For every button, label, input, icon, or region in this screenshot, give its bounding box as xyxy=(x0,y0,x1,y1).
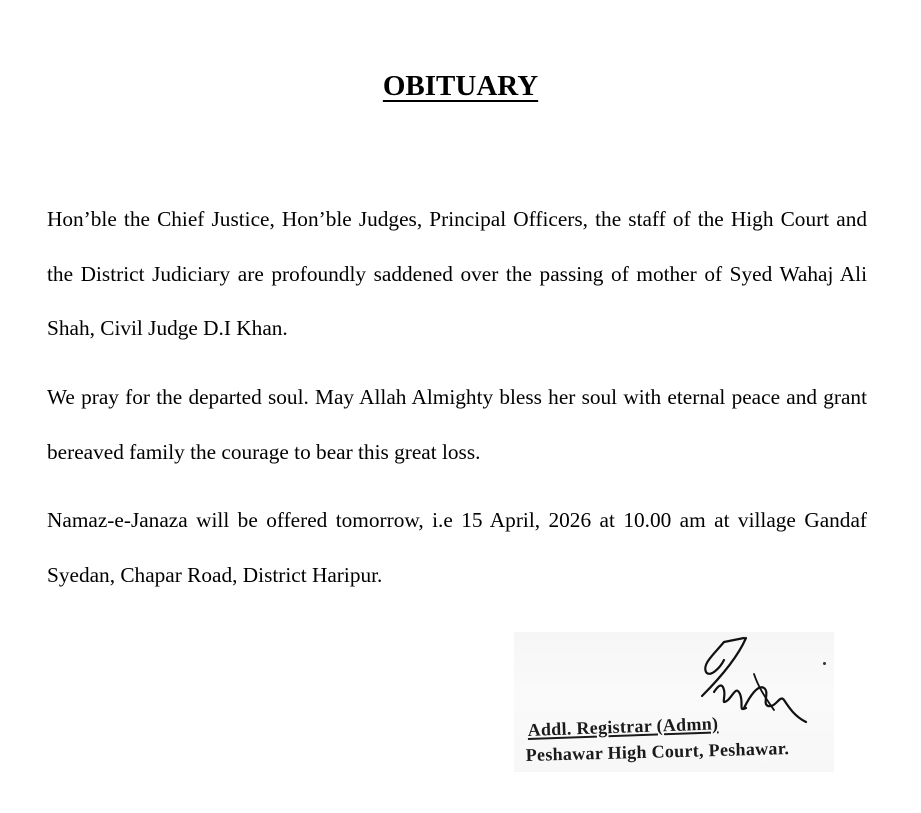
stamp-office: Peshawar High Court, Peshawar. xyxy=(525,738,790,766)
ink-speck xyxy=(823,662,826,665)
funeral-details-paragraph: Namaz-e-Janaza will be offered tomorrow, i.e 15 April, 2026 at 10.00 am at village Gandaf Syedan, Chapar Road, District Haripur. xyxy=(47,508,873,587)
stamp-designation: Addl. Registrar (Admn) xyxy=(527,713,719,741)
document-title-text: OBITUARY xyxy=(382,70,539,102)
condolence-paragraph: Hon’ble the Chief Justice, Hon’ble Judges, Principal Officers, the staff of the High Court and the District Judiciary are profoundly saddened over the passing of mother of Syed Wahaj Ali Shah, Civil Judge D.I Khan. xyxy=(47,207,873,340)
prayer-paragraph: We pray for the departed soul. May Allah Almighty bless her soul with eternal peace and grant bereaved family the courage to bear this great loss. xyxy=(47,385,878,464)
document-title xyxy=(0,68,921,104)
signature-stamp-block xyxy=(514,632,834,772)
